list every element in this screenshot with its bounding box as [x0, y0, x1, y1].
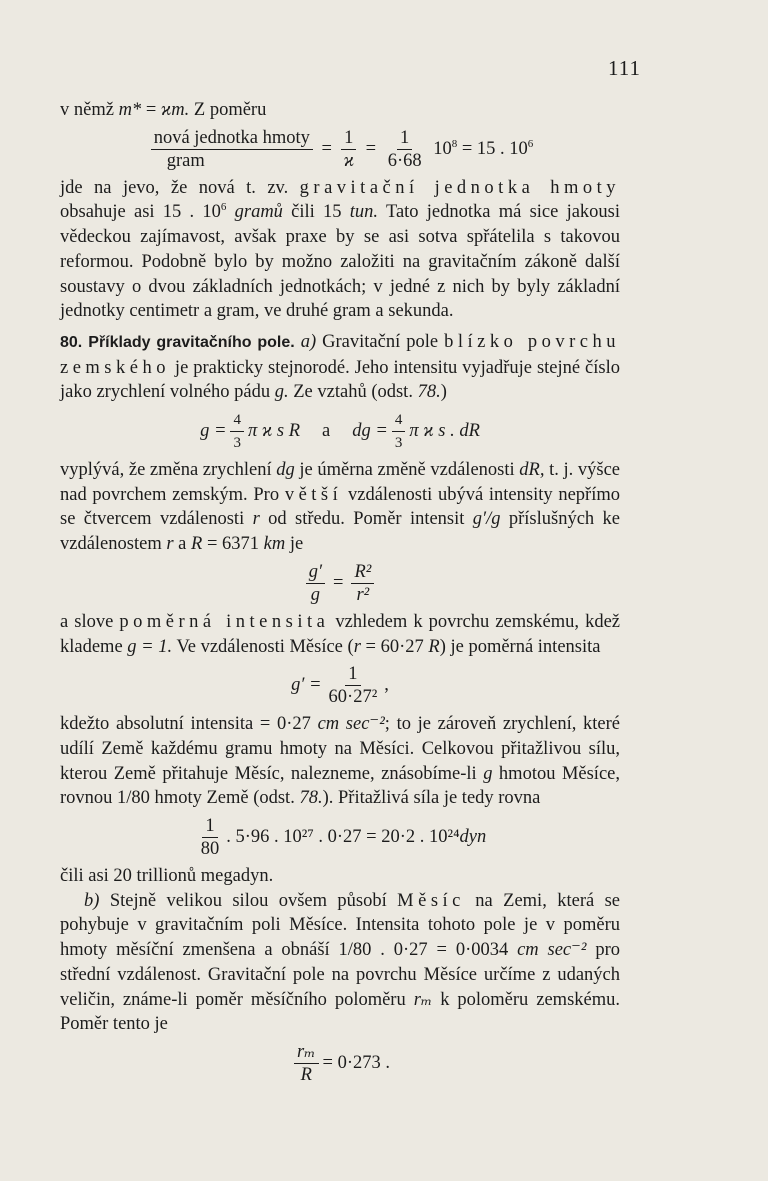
paragraph-absolute-intensity: kdežto absolutní intensita = 0·27 cm sec⁻²; to je zároveň zrychlení, které udílí Země každému gramu hmoty na Měsíci. Celkovou přitažlivou sílu, kterou Země přitahuje Měsíc, nalezneme, znásobíme-li g hmotou Měsíce, rovnou 1/80 hmoty Země (odst. 78.). Přitažlivá síla je tedy rovna — [60, 714, 620, 809]
paragraph-relative-intensity: a slove poměrná intensita vzhledem k povrchu zemskému, kdež klademe g = 1. Ve vzdálenosti Měsíce (r = 60·27 R) je poměrná intensita — [60, 611, 620, 657]
section-title: Příklady gravitačního pole. — [88, 333, 295, 351]
section-80: 80. Příklady gravitačního pole. a) Gravitační pole blízko povrchu zemského je prakticky stejnorodé. Jeho intensitu vyjadřuje stejné číslo jako zrychlení volného pádu g. Ze vztahů (odst. 78.) — [60, 331, 620, 403]
paragraph-megadyn: čili asi 20 trillionů megadyn. — [60, 866, 274, 887]
paragraph-moon-field: b) Stejně velikou silou ovšem působí Měsíc na Zemi, která se pohybuje v gravitačním poli Měsíce. Intensita tohoto pole je v poměru hmoty měsíční zmenšena a obnáší 1/80 . 0·27 = 0·0034 cm sec⁻² pro střední vzdálenost. Gravitační pole na povrchu Měsíce určíme z udaných veličin, známe-li poměr měsíčního poloměru rₘ k poloměru zemskému. Poměr tento je — [60, 890, 621, 1035]
intro-line: v němž m* = ϰm. Z poměru — [60, 100, 267, 120]
text-body — [60, 98, 620, 1090]
page-number: 111 — [608, 56, 641, 80]
equation-unit-ratio: $\frac{\text{nová jednotka hmoty}}{\text{gram}}$ = $\frac{1}{ϰ}$ = $\frac{1}{6\cdot 68}$ $10^8 = 15$ . $10^6$ — [60, 127, 620, 172]
equation-g-relation: g = $\frac{4}{3}$ π ϰ s R a dg = $\frac{4}{3}$ π ϰ s . dR — [60, 409, 620, 454]
paragraph-field-decrease: vyplývá, že změna zrychlení dg je úměrna změně vzdálenosti dR, t. j. výšce nad povrchem zemským. Pro větší vzdálenosti ubývá intensity nepřímo se čtvercem vzdálenosti r od středu. Poměr intensit g′/g příslušných ke vzdálenostem r a R = 6371 km je — [60, 460, 621, 555]
equation-intensity-ratio: $\frac{g'}{g}$ = $\frac{\text{R²}}{\text{r²}}$ — [60, 561, 620, 606]
paragraph-gravitational-unit: jde na jevo, že nová t. zv. gravitační jednotka hmoty obsahuje asi 15 . $10^6$ gramů čili 15 tun. Tato jednotka má sice jakousi vědeckou zajímavost, avšak praxe by se asi sotva spřátelila s takovou reformou. Podobně bylo by možno založiti na gravitačním zákoně další soustavy o dvou základních jednotkách; v jedné z nich by byly základní jednotky centimetr a gram, ve druhé gram a sekunda. — [60, 177, 621, 322]
equation-force: $\frac{1}{80}$ . 5·96 . 10²⁷ . 0·27 = 20·2 . 10²⁴ dyn — [200, 816, 487, 860]
section-number: 80. — [60, 333, 83, 351]
equation-radius-ratio: $\frac{\text{rₘ}}{R}$ = 0·273 . — [60, 1041, 620, 1086]
equation-moon-intensity: g′ = $\frac{1}{\text{60·27²}}$ , — [291, 664, 389, 708]
